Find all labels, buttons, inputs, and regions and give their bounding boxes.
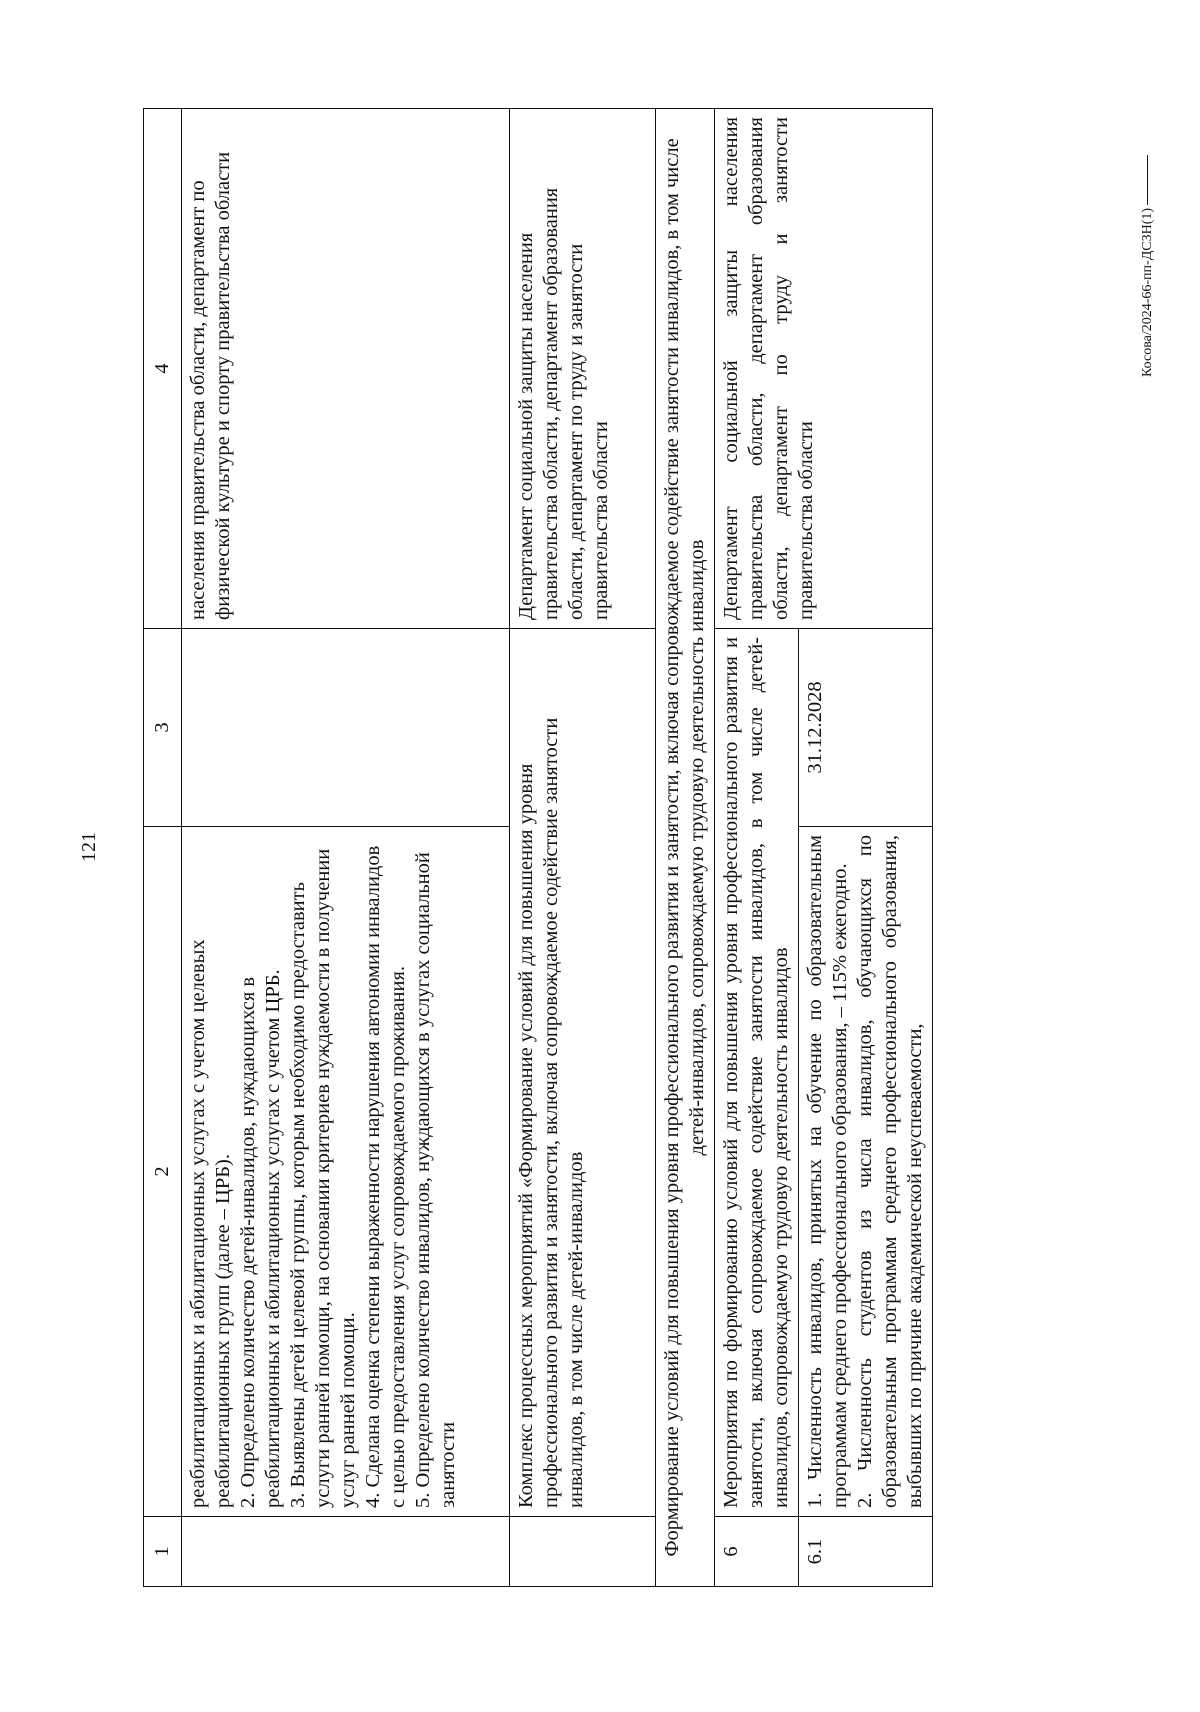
row-number: 6 <box>715 1517 799 1587</box>
document-code-text: Косова/2024-66-пп-ДСЗН(1) <box>1140 207 1155 377</box>
measures-table <box>143 108 933 1587</box>
page-number: 121 <box>78 832 100 862</box>
row-number: 6.1 <box>799 1517 933 1587</box>
table-row <box>182 109 510 1587</box>
indicator-item: 1. Численность инвалидов, принятых на обучение по образовательным программам среднего профессионального образования, – 115% ежегодно. <box>804 835 851 1508</box>
document-code <box>1140 155 1156 377</box>
code-underline <box>1147 155 1148 205</box>
result-item: 2. Определено количество детей-инвалидов, нуждающихся в реабилитационных и абилитационных услугах с учетом ЦРБ. <box>237 969 284 1508</box>
responsible-cell: Департамент социальной защиты населения правительства области, департамент образования области, департамент по труду и занятости правительства области <box>510 109 656 629</box>
table-header-row <box>144 109 182 1587</box>
indicator-cell <box>799 827 933 1517</box>
section-row <box>656 109 715 1587</box>
responsible-cell: Департамент социальной защиты населения правительства области, департамент образования области, департамент по труду и занятости правительства области <box>715 109 933 629</box>
complex-title: Комплекс процессных мероприятий «Формирование условий для повышения уровня профессионального развития и занятости, включая сопровождаемое содействие занятости инвалидов, в том числе детей-инвалидов <box>510 629 656 1517</box>
header-col-3: 3 <box>144 629 182 827</box>
table-row <box>510 109 656 1587</box>
cell-empty <box>510 1517 656 1587</box>
cell-empty <box>182 629 510 827</box>
responsible-cell: населения правительства области, департамент по физической культуре и спорту правительства области <box>182 109 510 629</box>
measure-text: Мероприятия по формированию условий для повышения уровня профессионального развития и занятости, включая сопровождаемое содействие занятости инвалидов, в том числе детей-инвалидов, сопровождаемую трудовую деятельность инвалидов <box>715 629 799 1517</box>
result-item: 3. Выявлены детей целевой группы, которым необходимо предоставить услуги ранней помощи, на основании критериев нуждаемости в получении услуг ранней помощи. <box>287 848 359 1508</box>
header-col-4: 4 <box>144 109 182 629</box>
results-cell <box>182 827 510 1517</box>
result-item: реабилитационных и абилитационных услугах с учетом целевых реабилитационных групп (далее – ЦРБ). <box>187 939 234 1508</box>
result-item: 4. Сделана оценка степени выраженности нарушения автономии инвалидов с целью предоставления услуг сопровождаемого проживания. <box>362 845 409 1508</box>
header-col-2: 2 <box>144 827 182 1517</box>
header-col-1: 1 <box>144 1517 182 1587</box>
indicator-item: 2. Численность студентов из числа инвалидов, обучающихся по образовательным программам среднего профессионального образования, выбывших по причине академической неуспеваемости, <box>854 835 926 1508</box>
result-item: 5. Определено количество инвалидов, нуждающихся в услугах социальной занятости <box>412 852 459 1508</box>
deadline-date: 31.12.2028 <box>799 629 933 827</box>
table-row <box>715 109 799 1587</box>
section-title: Формирование условий для повышения уровня профессионального развития и занятости, включая сопровождаемое содействие занятости инвалидов, в том числе детей-инвалидов, сопровождаемую трудовую деятельность инвалидов <box>656 109 715 1587</box>
cell-empty <box>182 1517 510 1587</box>
